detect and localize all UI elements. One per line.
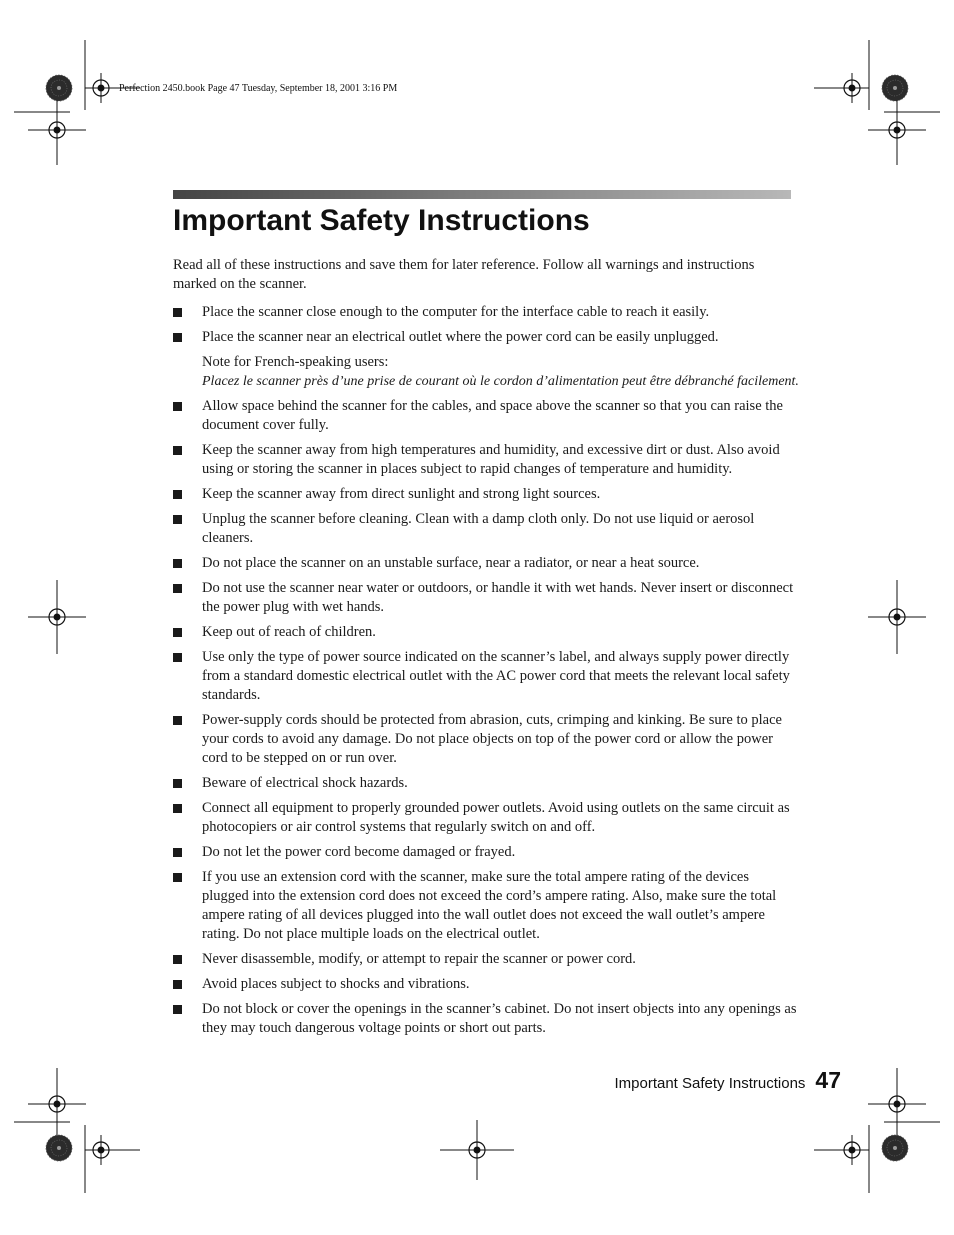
intro-paragraph: Read all of these instructions and save them for later reference. Follow all warnings and instructions marked on the scanner. <box>173 257 755 292</box>
square-bullet-icon <box>173 490 182 499</box>
square-bullet-icon <box>173 515 182 524</box>
list-item-text: Never disassemble, modify, or attempt to repair the scanner or power cord. <box>202 951 636 967</box>
square-bullet-icon <box>173 333 182 342</box>
footer-title: Important Safety Instructions <box>614 1075 806 1092</box>
heading-rule-bar <box>173 190 791 199</box>
list-item-text: If you use an extension cord with the scanner, make sure the total ampere rating of the devices plugged into the extension cord does not exceed the cord’s ampere rating. Also, make sure the total ampere rating of all devices plugged into the wall outlet does not exceed the wall outlet’s ampere rating. Do not place multiple loads on the electrical outlet. <box>202 869 777 942</box>
body-content <box>173 256 798 1044</box>
safety-list-continued <box>173 397 798 1038</box>
list-item-text: Do not let the power cord become damaged or frayed. <box>202 844 516 860</box>
list-item-text: Beware of electrical shock hazards. <box>202 775 408 791</box>
page-title: Important Safety Instructions <box>173 204 590 237</box>
square-bullet-icon <box>173 628 182 637</box>
square-bullet-icon <box>173 446 182 455</box>
square-bullet-icon <box>173 873 182 882</box>
safety-list <box>173 303 798 347</box>
list-item-text: Avoid places subject to shocks and vibrations. <box>202 976 470 992</box>
page-footer <box>614 1067 841 1094</box>
square-bullet-icon <box>173 716 182 725</box>
list-item-text: Unplug the scanner before cleaning. Clean with a damp cloth only. Do not use liquid or aerosol cleaners. <box>202 511 755 546</box>
list-item <box>173 950 798 969</box>
square-bullet-icon <box>173 559 182 568</box>
list-item <box>173 975 798 994</box>
square-bullet-icon <box>173 779 182 788</box>
list-item-text: Allow space behind the scanner for the cables, and space above the scanner so that you can raise the document cover fully. <box>202 398 783 433</box>
list-item <box>173 711 798 768</box>
square-bullet-icon <box>173 402 182 411</box>
list-item-text: Keep the scanner away from direct sunlight and strong light sources. <box>202 486 601 502</box>
square-bullet-icon <box>173 653 182 662</box>
list-item-text: Do not block or cover the openings in the scanner’s cabinet. Do not insert objects into any openings as they may touch dangerous voltage points or short out parts. <box>202 1001 797 1036</box>
list-item <box>173 510 798 548</box>
print-slug: Perfection 2450.book Page 47 Tuesday, September 18, 2001 3:16 PM <box>119 83 398 94</box>
star-target-icon <box>882 75 908 101</box>
list-item <box>173 485 798 504</box>
list-item <box>173 441 798 479</box>
list-item-text: Place the scanner near an electrical outlet where the power cord can be easily unplugged. <box>202 329 719 345</box>
list-item <box>173 554 798 573</box>
list-item <box>173 623 798 642</box>
list-item-text: Power-supply cords should be protected from abrasion, cuts, crimping and kinking. Be sure to place your cords to avoid any damage. Do not place objects on top of the power cord or allow the power cord to be stepped on or run over. <box>202 712 782 766</box>
list-item <box>173 774 798 793</box>
star-target-icon <box>46 75 72 101</box>
page-number: 47 <box>815 1067 841 1093</box>
square-bullet-icon <box>173 308 182 317</box>
list-item-text: Do not place the scanner on an unstable surface, near a radiator, or near a heat source. <box>202 555 700 571</box>
french-note <box>173 353 798 391</box>
list-item <box>173 328 798 347</box>
list-item-text: Use only the type of power source indicated on the scanner’s label, and always supply power directly from a standard domestic electrical outlet with the AC power cord that meets the relevant local safety standards. <box>202 649 790 703</box>
list-item-text: Connect all equipment to properly grounded power outlets. Avoid using outlets on the same circuit as photocopiers or air control systems that regularly switch on and off. <box>202 800 790 835</box>
list-item-text: Do not use the scanner near water or outdoors, or handle it with wet hands. Never insert or disconnect the power plug with wet hands. <box>202 580 794 615</box>
list-item <box>173 648 798 705</box>
list-item <box>173 799 798 837</box>
star-target-icon <box>46 1135 72 1161</box>
square-bullet-icon <box>173 980 182 989</box>
note-text: Placez le scanner près d’une prise de courant où le cordon d’alimentation peut être débranché facilement. <box>202 374 799 389</box>
note-label: Note for French-speaking users: <box>202 354 389 370</box>
list-item-text: Keep the scanner away from high temperatures and humidity, and excessive dirt or dust. Also avoid using or storing the scanner in places subject to rapid changes of temperature and humidity. <box>202 442 780 477</box>
list-item-text: Keep out of reach of children. <box>202 624 376 640</box>
list-item <box>173 868 798 944</box>
list-item <box>173 303 798 322</box>
list-item <box>173 397 798 435</box>
square-bullet-icon <box>173 1005 182 1014</box>
square-bullet-icon <box>173 804 182 813</box>
square-bullet-icon <box>173 955 182 964</box>
list-item-text: Place the scanner close enough to the computer for the interface cable to reach it easily. <box>202 304 710 320</box>
square-bullet-icon <box>173 848 182 857</box>
list-item <box>173 1000 798 1038</box>
square-bullet-icon <box>173 584 182 593</box>
star-target-icon <box>882 1135 908 1161</box>
list-item <box>173 843 798 862</box>
list-item <box>173 579 798 617</box>
